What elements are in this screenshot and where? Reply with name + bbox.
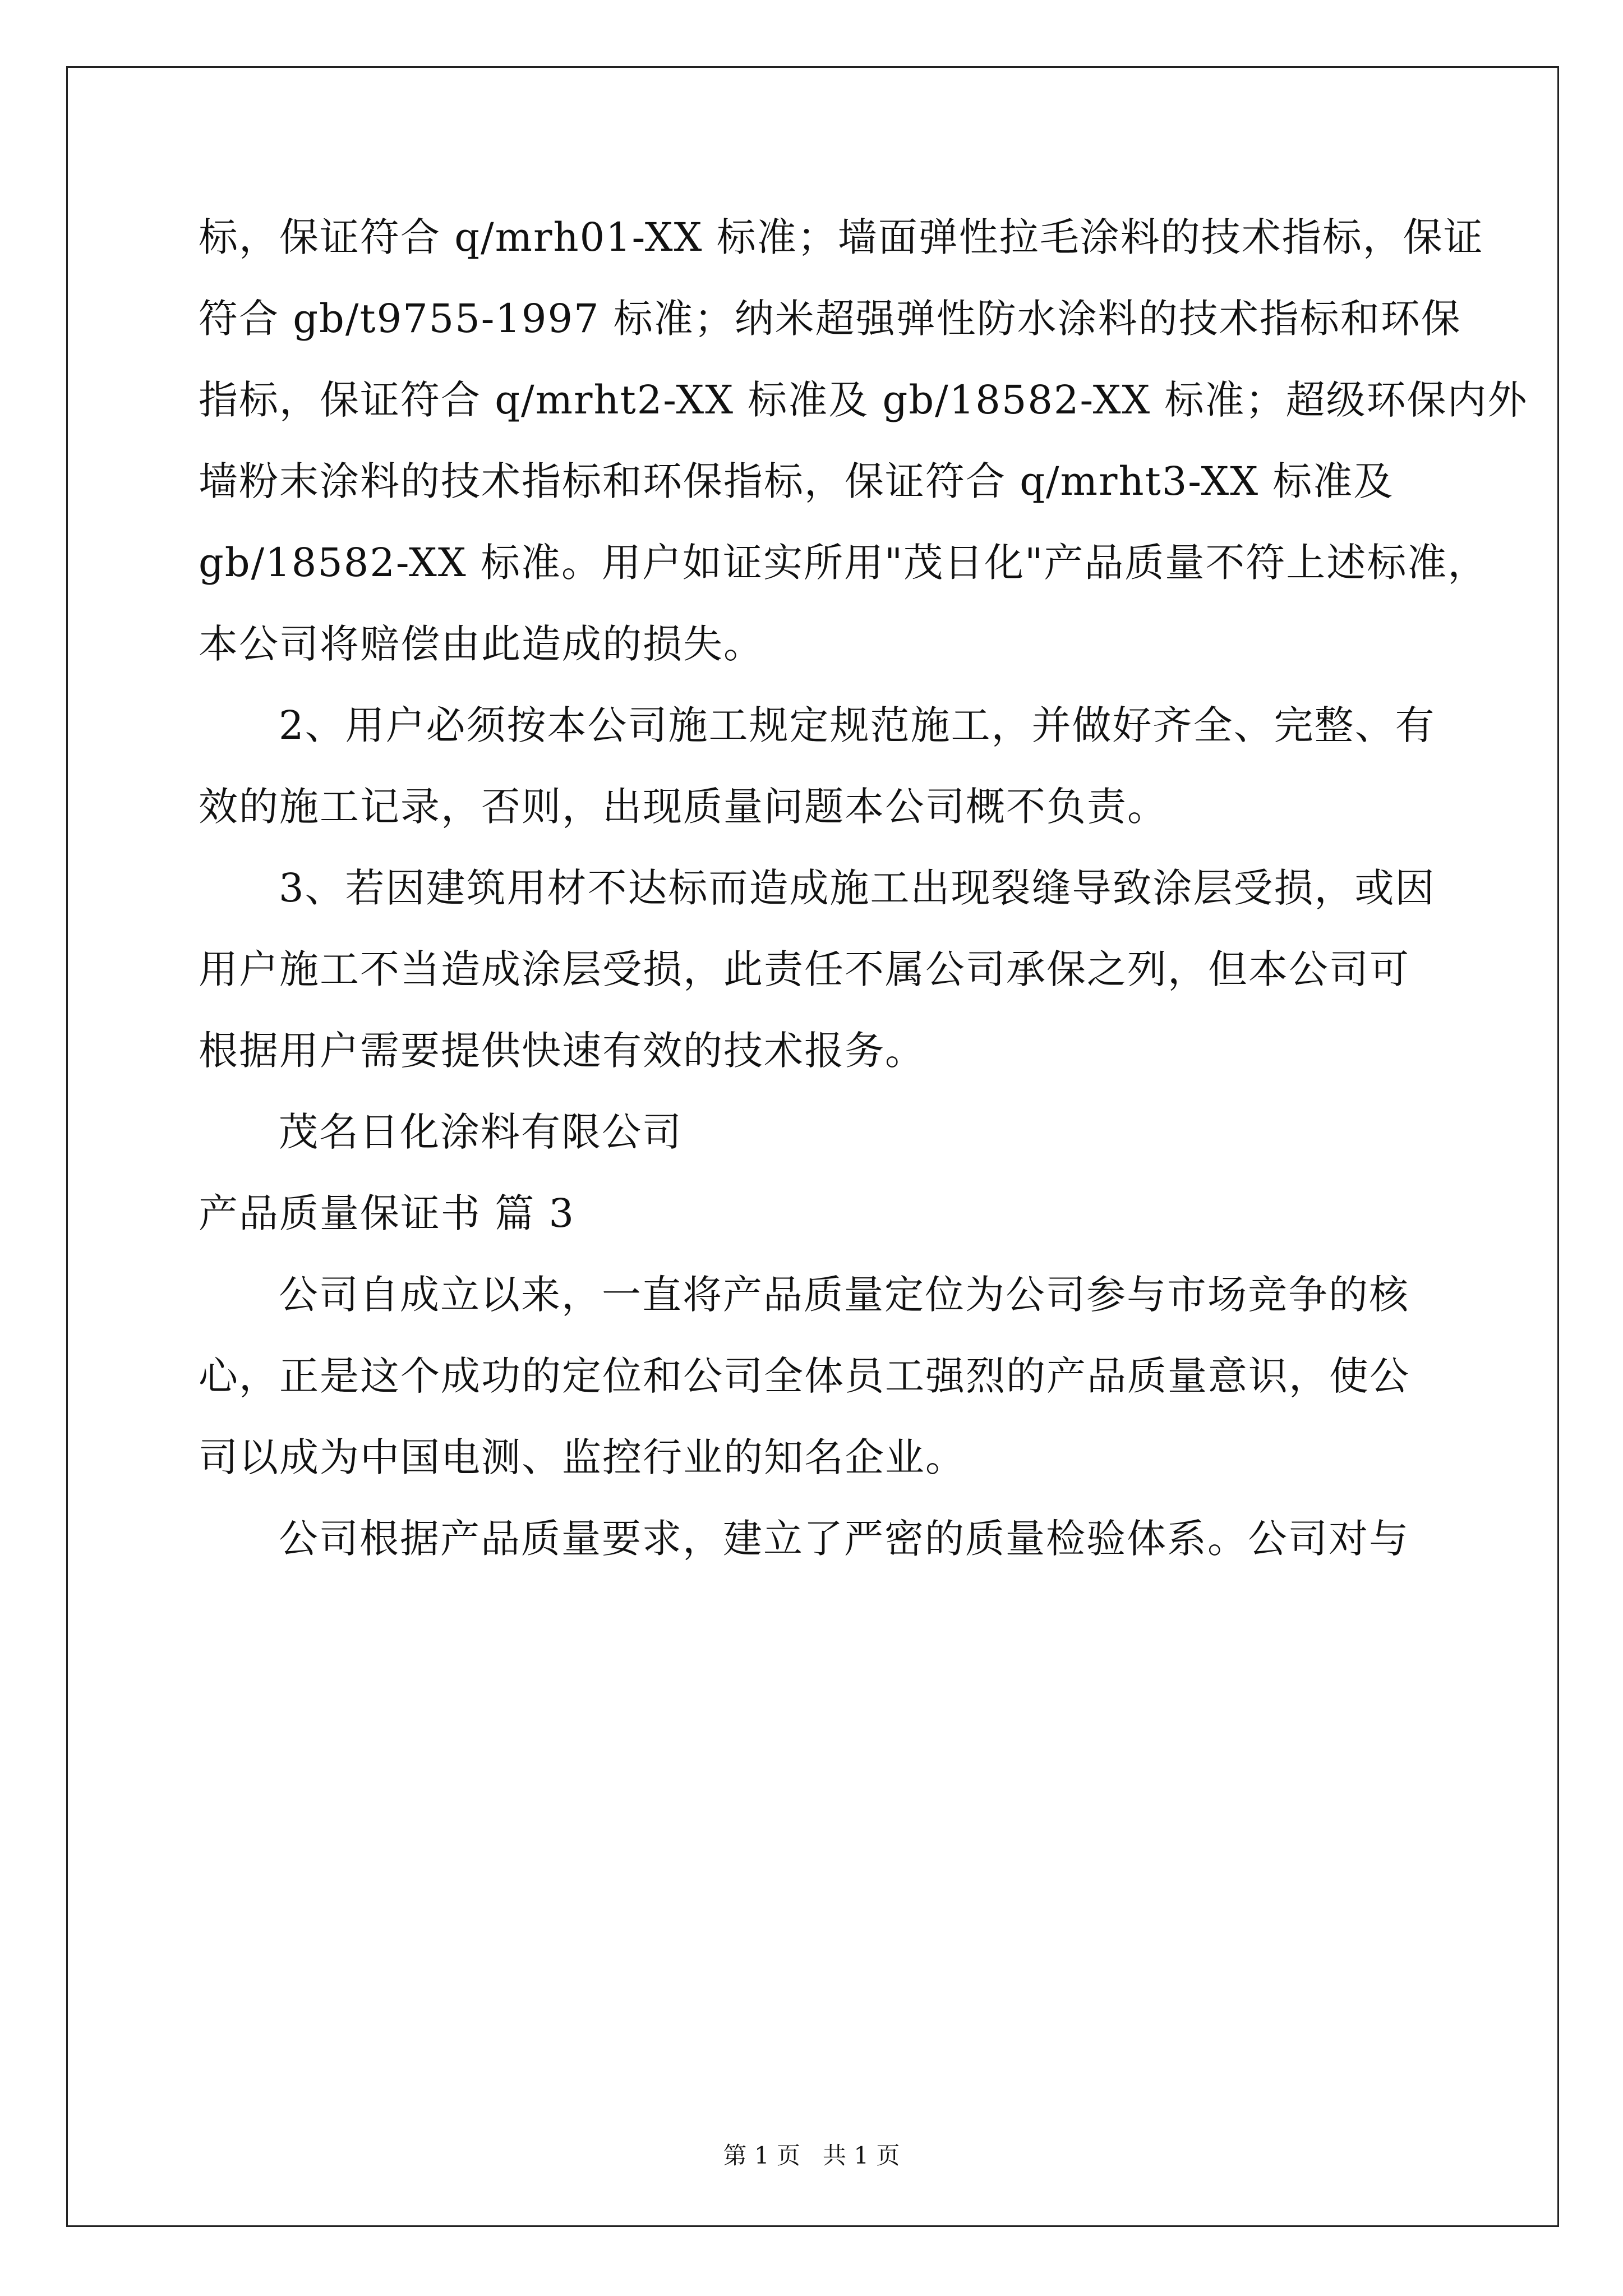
body-text-line: 墙粉末涂料的技术指标和环保指标，保证符合 q/mrht3-XX 标准及 [199,458,1394,504]
body-text-line: 司以成为中国电测、监控行业的知名企业。 [199,1434,966,1480]
body-text-line: 本公司将赔偿由此造成的损失。 [199,621,764,667]
body-text-line: 2、用户必须按本公司施工规定规范施工，并做好齐全、完整、有 [279,702,1436,748]
body-text-line: 公司自成立以来，一直将产品质量定位为公司参与市场竞争的核 [279,1272,1409,1318]
body-text-line: 用户施工不当造成涂层受损，此责任不属公司承保之列，但本公司可 [199,946,1410,992]
body-text-line: 效的施工记录，否则，出现质量问题本公司概不负责。 [199,784,1168,830]
company-signature: 茂名日化涂料有限公司 [279,1109,683,1155]
body-text-line: 公司根据产品质量要求，建立了严密的质量检验体系。公司对与 [279,1516,1409,1562]
page-footer: 第 1 页 共 1 页 [723,2142,900,2169]
body-text-line: 心，正是这个成功的定位和公司全体员工强烈的产品质量意识，使公 [199,1353,1410,1399]
section-heading: 产品质量保证书 篇 3 [199,1190,575,1236]
body-text-line: 指标，保证符合 q/mrht2-XX 标准及 gb/18582-XX 标准；超级环保内外 [199,377,1528,423]
body-text-line: gb/18582-XX 标准。用户如证实所用"茂日化"产品质量不符上述标准， [199,540,1488,586]
body-text-line: 标，保证符合 q/mrh01-XX 标准；墙面弹性拉毛涂料的技术指标，保证 [199,214,1484,260]
body-text-line: 3、若因建筑用材不达标而造成施工出现裂缝导致涂层受损，或因 [279,865,1436,911]
body-text-line: 根据用户需要提供快速有效的技术报务。 [199,1028,925,1074]
body-text-line: 符合 gb/t9755-1997 标准；纳米超强弹性防水涂料的技术指标和环保 [199,296,1461,342]
